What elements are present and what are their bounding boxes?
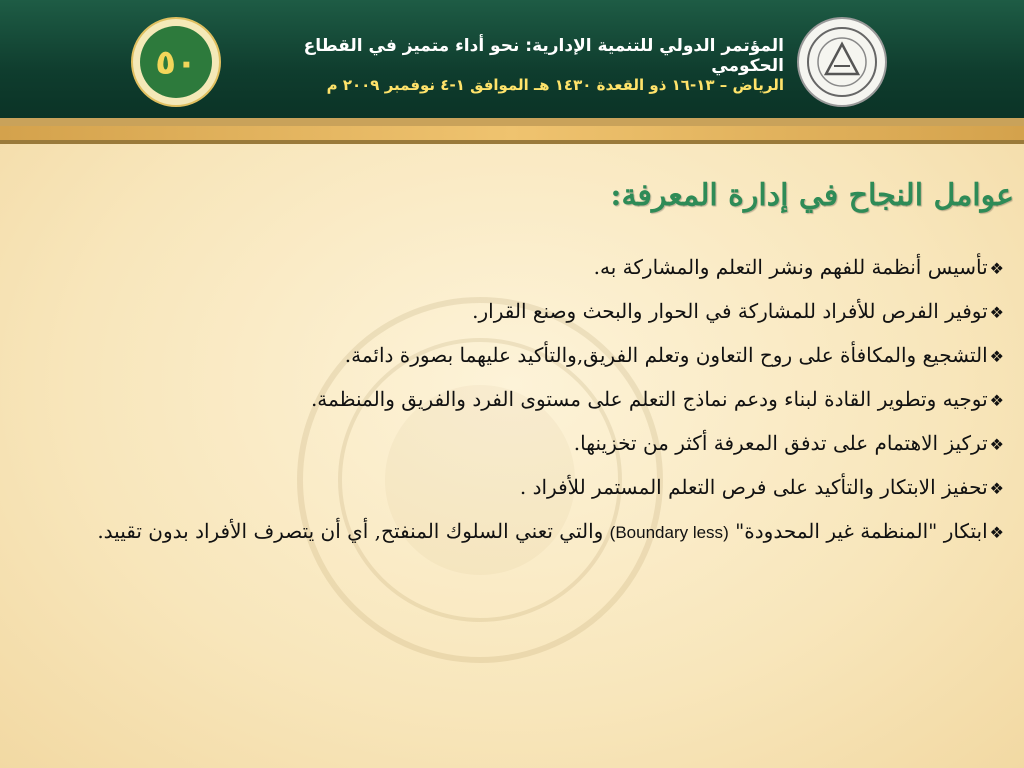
list-item-text-cont: والتي تعني السلوك المنفتح, أي أن يتصرف الأفراد بدون تقييد. [97, 519, 604, 543]
logo-mark-text: ٥٠ [155, 43, 197, 83]
list-item [44, 246, 1004, 290]
header-banner [0, 0, 1024, 118]
list-item-text: توفير الفرص للأفراد للمشاركة في الحوار والبحث وصنع القرار. [472, 299, 988, 323]
diamond-bullet-icon: ❖ [989, 479, 1004, 498]
slide-title: عوامل النجاح في إدارة المعرفة: [610, 178, 1014, 213]
conference-date: الرياض – ١٣-١٦ ذو القعدة ١٤٣٠ هـ الموافق ١-٤ نوفمبر ٢٠٠٩ م [326, 76, 784, 94]
list-item [44, 510, 1004, 554]
list-item [44, 422, 1004, 466]
list-item-text: تأسيس أنظمة للفهم ونشر التعلم والمشاركة به. [593, 255, 988, 279]
diamond-bullet-icon: ❖ [989, 347, 1004, 366]
diamond-bullet-icon: ❖ [989, 259, 1004, 278]
header-divider-top [0, 118, 1024, 126]
conference-title: المؤتمر الدولي للتنمية الإدارية: نحو أداء متميز في القطاع الحكومي [303, 36, 784, 76]
diamond-bullet-icon: ❖ [989, 391, 1004, 410]
list-item [44, 290, 1004, 334]
diamond-bullet-icon: ❖ [989, 303, 1004, 322]
list-item [44, 378, 1004, 422]
diamond-bullet-icon: ❖ [989, 435, 1004, 454]
header-divider-gold [0, 126, 1024, 140]
list-item-text: تركيز الاهتمام على تدفق المعرفة أكثر من تخزينها. [573, 431, 988, 455]
institute-seal-logo [796, 16, 888, 108]
anniversary-50-logo [130, 16, 222, 108]
list-item [44, 466, 1004, 510]
list-item-text: تحفيز الابتكار والتأكيد على فرص التعلم المستمر للأفراد . [519, 475, 988, 499]
list-item-text: توجيه وتطوير القادة لبناء ودعم نماذج التعلم على مستوى الفرد والفريق والمنظمة. [310, 387, 988, 411]
header-divider-bottom [0, 140, 1024, 144]
list-item-latin-term: (Boundary less) [609, 523, 729, 542]
list-item [44, 334, 1004, 378]
diamond-bullet-icon: ❖ [989, 523, 1004, 542]
list-item-text: ابتكار "المنظمة غير المحدودة" [735, 519, 988, 543]
list-item-text: التشجيع والمكافأة على روح التعاون وتعلم الفريق,والتأكيد عليهما بصورة دائمة. [344, 343, 988, 367]
success-factors-list [44, 246, 1004, 554]
